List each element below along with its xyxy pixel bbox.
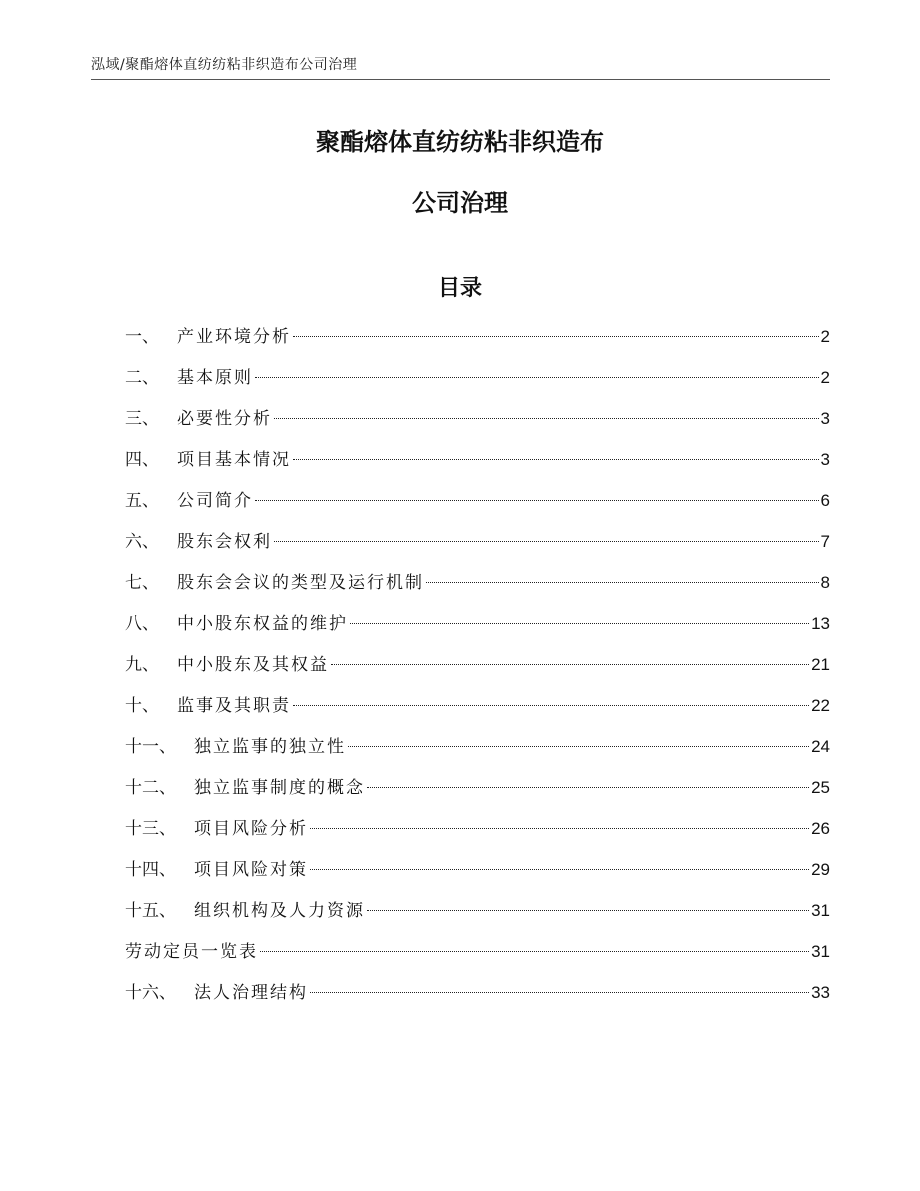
toc-dot-leader (293, 336, 819, 337)
toc-entry-number: 六、 (125, 532, 159, 552)
toc-entry-page: 33 (811, 983, 830, 1002)
toc-entry[interactable] (125, 526, 830, 567)
toc-entry-title: 独立监事的独立性 (194, 737, 346, 757)
toc-entry[interactable] (125, 936, 830, 977)
toc-entry-number: 四、 (125, 450, 159, 470)
toc-entry-title: 独立监事制度的概念 (194, 778, 365, 798)
toc-entry[interactable] (125, 895, 830, 936)
toc-dot-leader (293, 705, 809, 706)
table-of-contents (125, 321, 830, 1018)
toc-entry-page: 2 (820, 327, 830, 346)
toc-entry[interactable] (125, 854, 830, 895)
toc-heading: 目录 (437, 276, 482, 301)
toc-entry[interactable] (125, 485, 830, 526)
toc-entry-page: 2 (820, 368, 830, 387)
toc-dot-leader (348, 746, 809, 747)
toc-entry[interactable] (125, 403, 830, 444)
toc-entry-title: 必要性分析 (177, 409, 272, 429)
running-header: 泓域/聚酯熔体直纺纺粘非织造布公司治理 (91, 57, 358, 73)
toc-entry-title: 中小股东及其权益 (177, 655, 329, 675)
toc-entry[interactable] (125, 731, 830, 772)
toc-entry-number: 十五、 (125, 901, 176, 921)
toc-entry[interactable] (125, 690, 830, 731)
toc-entry-page: 24 (811, 737, 830, 756)
toc-entry[interactable] (125, 362, 830, 403)
toc-entry[interactable] (125, 321, 830, 362)
toc-entry-title: 法人治理结构 (194, 983, 308, 1003)
toc-entry-page: 13 (811, 614, 830, 633)
toc-entry-title: 监事及其职责 (177, 696, 291, 716)
toc-entry-page: 21 (811, 655, 830, 674)
toc-entry-page: 6 (820, 491, 830, 510)
toc-dot-leader (260, 951, 809, 952)
toc-dot-leader (293, 459, 819, 460)
toc-entry-title: 股东会权利 (177, 532, 272, 552)
toc-entry-number: 一、 (125, 327, 159, 347)
toc-entry-title: 劳动定员一览表 (125, 942, 258, 962)
toc-entry-page: 29 (811, 860, 830, 879)
toc-entry-number: 十二、 (125, 778, 176, 798)
toc-dot-leader (255, 377, 819, 378)
toc-entry[interactable] (125, 608, 830, 649)
toc-entry-title: 中小股东权益的维护 (177, 614, 348, 634)
toc-dot-leader (367, 787, 809, 788)
toc-dot-leader (274, 418, 819, 419)
toc-entry-number: 八、 (125, 614, 159, 634)
toc-entry-title: 公司简介 (177, 491, 253, 511)
toc-entry[interactable] (125, 567, 830, 608)
toc-entry-title: 股东会会议的类型及运行机制 (177, 573, 424, 593)
toc-entry-number: 十四、 (125, 860, 176, 880)
toc-entry[interactable] (125, 649, 830, 690)
toc-dot-leader (367, 910, 809, 911)
header-divider (91, 79, 830, 80)
toc-entry[interactable] (125, 444, 830, 485)
toc-dot-leader (310, 869, 809, 870)
toc-entry-number: 五、 (125, 491, 159, 511)
toc-entry-number: 二、 (125, 368, 159, 388)
toc-dot-leader (350, 623, 809, 624)
toc-dot-leader (274, 541, 819, 542)
toc-entry[interactable] (125, 772, 830, 813)
toc-entry-title: 组织机构及人力资源 (194, 901, 365, 921)
toc-entry-page: 26 (811, 819, 830, 838)
toc-entry-title: 产业环境分析 (177, 327, 291, 347)
toc-dot-leader (426, 582, 819, 583)
toc-entry-page: 22 (811, 696, 830, 715)
toc-entry-number: 十三、 (125, 819, 176, 839)
toc-entry-number: 十、 (125, 696, 159, 716)
toc-entry-number: 十一、 (125, 737, 176, 757)
toc-entry-number: 七、 (125, 573, 159, 593)
toc-dot-leader (310, 992, 809, 993)
toc-entry-title: 基本原则 (177, 368, 253, 388)
toc-entry-page: 8 (820, 573, 830, 592)
toc-dot-leader (331, 664, 809, 665)
toc-entry[interactable] (125, 977, 830, 1018)
toc-entry-title: 项目风险分析 (194, 819, 308, 839)
toc-entry-title: 项目基本情况 (177, 450, 291, 470)
document-title: 聚酯熔体直纺纺粘非织造布 (316, 128, 604, 156)
toc-entry-number: 十六、 (125, 983, 176, 1003)
toc-entry-number: 九、 (125, 655, 159, 675)
toc-entry-page: 3 (820, 450, 830, 469)
toc-entry-page: 3 (820, 409, 830, 428)
toc-dot-leader (255, 500, 819, 501)
toc-entry-page: 25 (811, 778, 830, 797)
toc-entry-page: 7 (820, 532, 830, 551)
toc-entry-page: 31 (811, 901, 830, 920)
toc-entry[interactable] (125, 813, 830, 854)
toc-entry-number: 三、 (125, 409, 159, 429)
toc-entry-page: 31 (811, 942, 830, 961)
toc-entry-title: 项目风险对策 (194, 860, 308, 880)
toc-dot-leader (310, 828, 809, 829)
document-subtitle: 公司治理 (412, 189, 508, 217)
